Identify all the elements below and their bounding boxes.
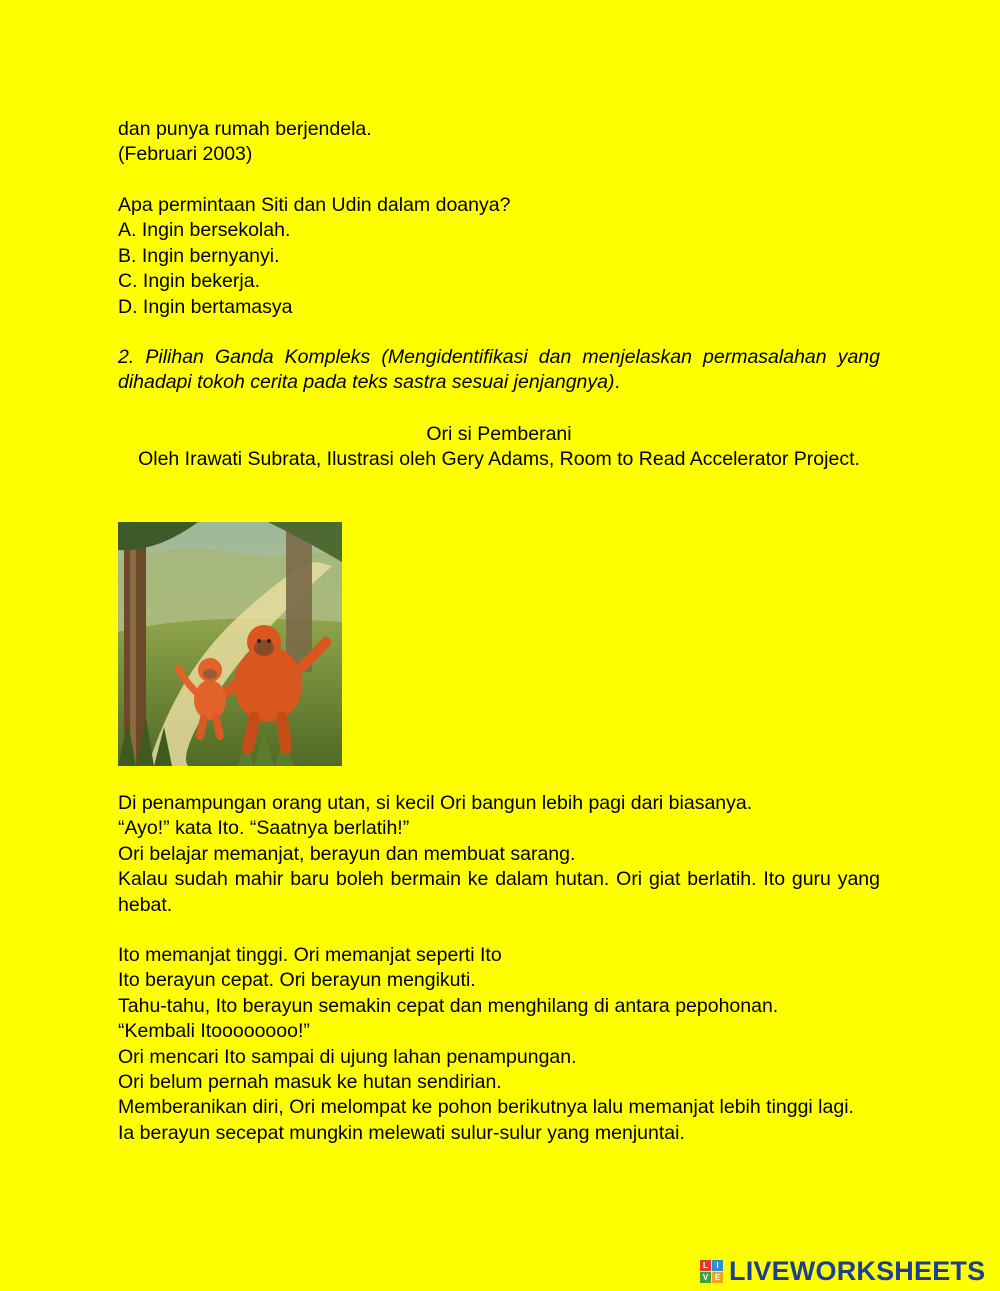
option-b: B. Ingin bernyanyi.: [118, 244, 280, 267]
orangutan-illustration: [118, 522, 342, 766]
story-line: Ori belum pernah masuk ke hutan sendirian.: [118, 1071, 502, 1094]
story-line: Di penampungan orang utan, si kecil Ori bangun lebih pagi dari biasanya.: [118, 792, 753, 814]
story-line: Ito memanjat tinggi. Ori memanjat seperti Ito: [118, 944, 502, 966]
question-prompt: Apa permintaan Siti dan Udin dalam doanya?: [118, 194, 511, 216]
story-paragraph-2: [118, 943, 880, 1146]
intro-text: [118, 117, 880, 168]
logo-text: LIVEWORKSHEETS: [729, 1255, 986, 1286]
option-c: C. Ingin bekerja.: [118, 270, 260, 293]
logo-mark-icon: L I V E: [700, 1260, 723, 1283]
story-credit: Oleh Irawati Subrata, Ilustrasi oleh Gery Adams, Room to Read Accelerator Project.: [138, 448, 860, 471]
liveworksheets-logo[interactable]: [700, 1256, 985, 1286]
story-paragraph-1: [118, 791, 880, 918]
story-line: Ori mencari Ito sampai di ujung lahan penampungan.: [118, 1045, 577, 1068]
story-line: Ia berayun secepat mungkin melewati sulur-sulur yang menjuntai.: [118, 1121, 685, 1144]
story-header: [118, 422, 880, 473]
story-line: Tahu-tahu, Ito berayun semakin cepat dan menghilang di antara pepohonan.: [118, 994, 779, 1017]
section-heading: [118, 345, 880, 396]
intro-date: (Februari 2003): [118, 143, 253, 166]
story-line: Kalau sudah mahir baru boleh bermain ke dalam hutan. Ori giat berlatih. Ito guru yang hebat.: [118, 868, 880, 916]
story-line: “Ayo!” kata Ito. “Saatnya berlatih!”: [118, 817, 410, 840]
story-line: Ori belajar memanjat, berayun dan membuat sarang.: [118, 842, 576, 865]
section-heading-period: .: [614, 371, 620, 394]
intro-line: dan punya rumah berjendela.: [118, 118, 372, 140]
section-heading-text: 2. Pilihan Ganda Kompleks (Mengidentifikasi dan menjelaskan permasalahan yang dihadapi tokoh cerita pada teks sastra sesuai jenjangnya): [118, 346, 880, 394]
option-d: D. Ingin bertamasya: [118, 295, 293, 318]
story-line: Memberanikan diri, Ori melompat ke pohon berikutnya lalu memanjat lebih tinggi lagi.: [118, 1096, 854, 1119]
story-line: Ito berayun cepat. Ori berayun mengikuti.: [118, 969, 476, 992]
story-line: “Kembali Itoooooooo!”: [118, 1020, 310, 1043]
question-block: [118, 193, 880, 320]
option-a: A. Ingin bersekolah.: [118, 219, 291, 242]
story-title: Ori si Pemberani: [426, 423, 572, 445]
